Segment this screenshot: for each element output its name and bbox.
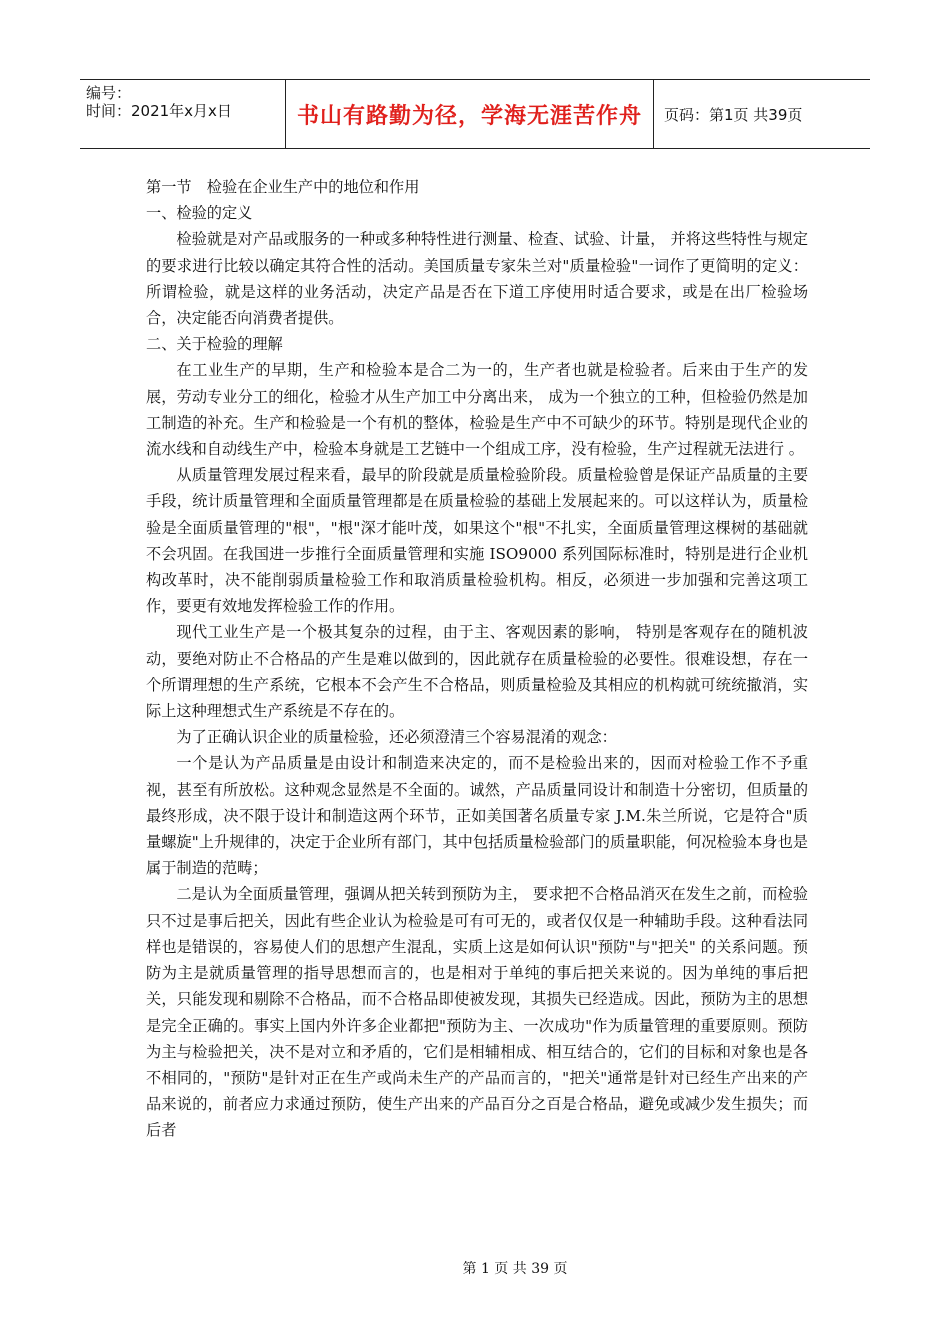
page-footer: 第 1 页 共 39 页 (462, 1261, 568, 1277)
time-label: 时间：2021年x月x日 (86, 102, 232, 120)
document-body (146, 174, 808, 1144)
paragraph: 从质量管理发展过程来看，最早的阶段就是质量检验阶段。质量检验曾是保证产品质量的主要手段，统计质量管理和全面质量管理都是在质量检验的基础上发展起来的。可以这样认为，质量检验是全面质量管理的"根"，"根"深才能叶茂，如果这个"根"不扎实，全面质量管理这棵树的基础就不会巩固。在我国进一步推行全面质量管理和实施 ISO9000 系列国际标准时，特别是进行企业机构改革时，决不能削弱质量检验工作和取消质量检验机构。相反，必须进一步加强和完善这项工作，要更有效地发挥检验工作的作用。 (146, 466, 808, 616)
page-info-text: 页码：第1页 共39页 (664, 105, 803, 124)
header-meta (80, 80, 286, 148)
subsection-heading-definition: 一、检验的定义 (146, 204, 253, 223)
document-header (80, 79, 870, 149)
paragraph: 在工业生产的早期，生产和检验本是合二为一的，生产者也就是检验者。后来由于生产的发展，劳动专业分工的细化，检验才从生产加工中分离出来， 成为一个独立的工种，但检验仍然是加工制造的补充。生产和检验是一个有机的整体，检验是生产中不可缺少的环节。特别是现代企业的流水线和自动线生产中，检验本身就是工艺链中一个组成工序，没有检验，生产过程就无法进行 。 (146, 361, 808, 459)
subsection-heading-understanding: 二、关于检验的理解 (146, 335, 283, 354)
paragraph: 一个是认为产品质量是由设计和制造来决定的，而不是检验出来的，因而对检验工作不予重视，甚至有所放松。这种观念显然是不全面的。诚然，产品质量同设计和制造十分密切，但质量的最终形成，决不限于设计和制造这两个环节，正如美国著名质量专家 J.M.朱兰所说，它是符合"质量螺旋"上升规律的，决定于企业所有部门，其中包括质量检验部门的质量职能，何况检验本身也是属于制造的范畴； (146, 754, 808, 878)
number-label: 编号： (86, 84, 132, 102)
paragraph: 二是认为全面质量管理，强调从把关转到预防为主， 要求把不合格品消灭在发生之前，而检验只不过是事后把关，因此有些企业认为检验是可有可无的，或者仅仅是一种辅助手段。这种看法同样也是错误的，容易使人们的思想产生混乱，实质上这是如何认识"预防"与"把关" 的关系问题。预防为主是就质量管理的指导思想而言的，也是相对于单纯的事后把关来说的。因为单纯的事后把关，只能发现和剔除不合格品，而不合格品即使被发现，其损失已经造成。因此，预防为主的思想是完全正确的。事实上国内外许多企业都把"预防为主、一次成功"作为质量管理的重要原则。预防为主与检验把关，决不是对立和矛盾的，它们是相辅相成、相互结合的，它们的目标和对象也是各不相同的，"预防"是针对正在生产或尚未生产的产品而言的，"把关"通常是针对已经生产出来的产品来说的，前者应力求通过预防，使生产出来的产品百分之百是合格品，避免或减少发生损失；而后者 (146, 885, 808, 1140)
header-motto: 书山有路勤为径，学海无涯苦作舟 (286, 80, 654, 148)
paragraph: 为了正确认识企业的质量检验，还必须澄清三个容易混淆的观念： (176, 728, 617, 747)
paragraph: 现代工业生产是一个极其复杂的过程，由于主、客观因素的影响， 特别是客观存在的随机波动，要绝对防止不合格品的产生是难以做到的，因此就存在质量检验的必要性。很难设想，存在一个所谓理想的生产系统，它根本不会产生不合格品，则质量检验及其相应的机构就可统统撤消，实际上这种理想式生产系统是不存在的。 (146, 623, 808, 721)
section-title: 第一节 检验在企业生产中的地位和作用 (146, 178, 420, 196)
paragraph: 检验就是对产品或服务的一种或多种特性进行测量、检查、试验、计量， 并将这些特性与规定的要求进行比较以确定其符合性的活动。美国质量专家朱兰对"质量检验"一词作了更简明的定义：所谓检验，就是这样的业务活动，决定产品是否在下道工序使用时适合要求，或是在出厂检验场合，决定能否向消费者提供。 (146, 230, 808, 328)
header-page-info (654, 80, 870, 148)
